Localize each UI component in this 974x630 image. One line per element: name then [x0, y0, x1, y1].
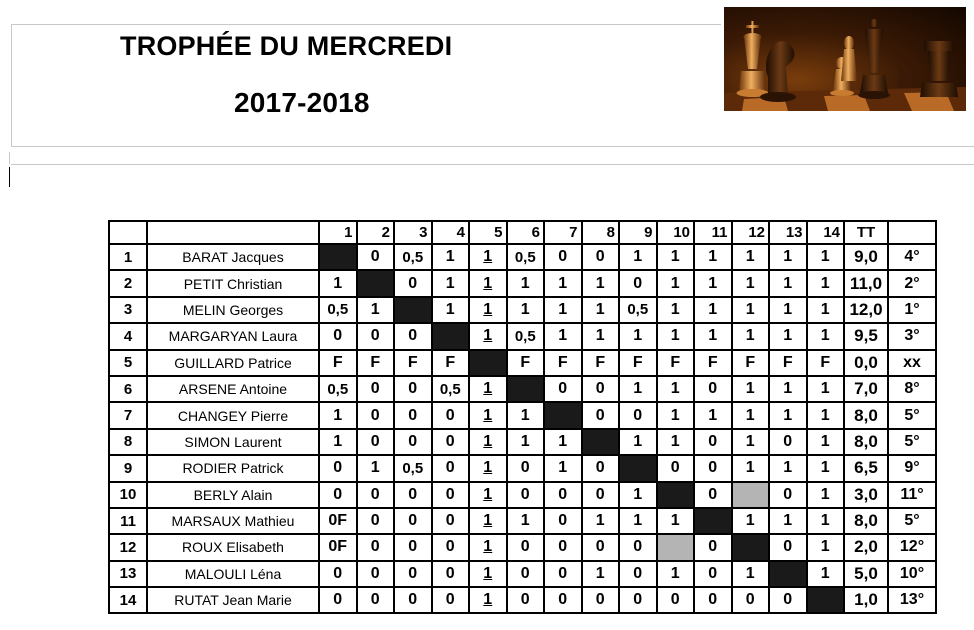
result-cell: 1 — [769, 297, 807, 323]
result-cell: 0 — [544, 508, 582, 534]
result-cell: 1 — [694, 270, 732, 296]
player-total: 9,0 — [844, 244, 888, 270]
result-cell: 1 — [544, 455, 582, 481]
result-cell: 1 — [432, 270, 470, 296]
player-number: 9 — [109, 455, 147, 481]
result-cell: 0 — [357, 482, 395, 508]
result-cell: 0 — [694, 587, 732, 613]
result-cell: 1 — [732, 323, 770, 349]
result-cell: 0 — [432, 429, 470, 455]
player-rank: 4° — [888, 244, 936, 270]
result-cell: F — [544, 350, 582, 376]
result-cell: 1 — [657, 323, 695, 349]
col-header-9: 9 — [619, 221, 657, 244]
result-cell: 1 — [469, 244, 507, 270]
result-cell: 1 — [807, 297, 845, 323]
table-row — [109, 429, 936, 455]
result-cell: 1 — [807, 376, 845, 402]
col-header-8: 8 — [582, 221, 620, 244]
result-cell: 1 — [469, 297, 507, 323]
player-total: 11,0 — [844, 270, 888, 296]
result-cell: 1 — [657, 270, 695, 296]
player-total: 1,0 — [844, 587, 888, 613]
result-cell: F — [357, 350, 395, 376]
result-cell: 0 — [732, 587, 770, 613]
result-cell: 0 — [769, 429, 807, 455]
result-cell: F — [582, 350, 620, 376]
result-cell: F — [807, 350, 845, 376]
result-cell: F — [507, 350, 545, 376]
col-header-6: 6 — [507, 221, 545, 244]
player-name: ROUX Elisabeth — [147, 534, 319, 560]
result-cell: 0 — [582, 376, 620, 402]
result-cell: F — [732, 350, 770, 376]
table-row — [109, 376, 936, 402]
result-cell: 1 — [657, 429, 695, 455]
result-cell: 0 — [319, 323, 357, 349]
result-cell: 0 — [394, 323, 432, 349]
player-name: BARAT Jacques — [147, 244, 319, 270]
result-cell: 1 — [732, 297, 770, 323]
result-cell: 1 — [357, 297, 395, 323]
result-cell: 1 — [807, 429, 845, 455]
page-border-left — [11, 24, 12, 146]
col-header-7: 7 — [544, 221, 582, 244]
player-rank: 10° — [888, 561, 936, 587]
player-name: RUTAT Jean Marie — [147, 587, 319, 613]
col-header-rank — [888, 221, 936, 244]
table-row — [109, 455, 936, 481]
result-cell: 0 — [319, 455, 357, 481]
result-cell: 0,5 — [394, 455, 432, 481]
player-number: 6 — [109, 376, 147, 402]
player-name: PETIT Christian — [147, 270, 319, 296]
result-cell: 1 — [807, 508, 845, 534]
player-total: 3,0 — [844, 482, 888, 508]
result-cell: 0 — [432, 402, 470, 428]
col-header-14: 14 — [807, 221, 845, 244]
result-cell: 1 — [582, 270, 620, 296]
player-number: 11 — [109, 508, 147, 534]
result-cell: 1 — [807, 482, 845, 508]
result-cell: 1 — [619, 244, 657, 270]
result-cell: 0 — [394, 429, 432, 455]
result-cell: 1 — [694, 297, 732, 323]
result-cell: 1 — [469, 323, 507, 349]
result-cell: 1 — [469, 455, 507, 481]
result-cell: F — [657, 350, 695, 376]
result-cell: 1 — [357, 455, 395, 481]
result-cell: 1 — [732, 244, 770, 270]
result-cell: F — [432, 350, 470, 376]
col-header-11: 11 — [694, 221, 732, 244]
result-cell: 0 — [582, 244, 620, 270]
player-name: MALOULI Léna — [147, 561, 319, 587]
result-cell: 0,5 — [507, 244, 545, 270]
table-row — [109, 482, 936, 508]
diagonal-cell — [357, 270, 395, 296]
result-cell: 1 — [582, 508, 620, 534]
result-cell: 0 — [694, 482, 732, 508]
result-cell: 0 — [394, 270, 432, 296]
player-number: 12 — [109, 534, 147, 560]
result-cell: 0,5 — [319, 297, 357, 323]
table-row — [109, 350, 936, 376]
col-header-4: 4 — [432, 221, 470, 244]
result-cell: 0 — [319, 587, 357, 613]
player-name: ARSENE Antoine — [147, 376, 319, 402]
header-bottom-line — [11, 146, 974, 147]
result-cell: 1 — [619, 323, 657, 349]
diagonal-cell — [319, 244, 357, 270]
result-cell: 0 — [507, 482, 545, 508]
result-cell: 0,5 — [507, 323, 545, 349]
header-top-line — [11, 24, 721, 25]
result-cell: F — [619, 350, 657, 376]
result-cell: 0 — [357, 244, 395, 270]
result-cell: 1 — [807, 561, 845, 587]
result-cell: 0 — [582, 455, 620, 481]
result-cell: 0 — [394, 587, 432, 613]
result-cell: 1 — [657, 508, 695, 534]
result-cell: 0 — [619, 270, 657, 296]
result-cell: 1 — [544, 270, 582, 296]
diagonal-cell — [507, 376, 545, 402]
header-blank-num — [109, 221, 147, 244]
table-row — [109, 508, 936, 534]
result-cell: 1 — [769, 270, 807, 296]
result-cell: 1 — [657, 297, 695, 323]
table-row — [109, 587, 936, 613]
result-cell: 0F — [319, 508, 357, 534]
result-cell: 0 — [507, 534, 545, 560]
result-cell: 1 — [582, 323, 620, 349]
diagonal-cell — [544, 402, 582, 428]
table-row — [109, 534, 936, 560]
result-cell: 1 — [694, 323, 732, 349]
player-rank: 1° — [888, 297, 936, 323]
result-cell: 1 — [619, 508, 657, 534]
result-cell: 1 — [619, 482, 657, 508]
player-rank: 8° — [888, 376, 936, 402]
player-total: 9,5 — [844, 323, 888, 349]
result-cell: 0 — [507, 587, 545, 613]
result-cell: 1 — [469, 534, 507, 560]
player-total: 0,0 — [844, 350, 888, 376]
chess-pieces-image — [724, 7, 966, 111]
table-row — [109, 244, 936, 270]
player-number: 10 — [109, 482, 147, 508]
diagonal-cell — [769, 561, 807, 587]
result-cell: 0 — [432, 455, 470, 481]
result-cell: 0 — [394, 376, 432, 402]
result-cell: 1 — [807, 402, 845, 428]
col-header-12: 12 — [732, 221, 770, 244]
result-cell: 0 — [619, 534, 657, 560]
player-rank: 5° — [888, 508, 936, 534]
result-cell: F — [319, 350, 357, 376]
player-number: 13 — [109, 561, 147, 587]
result-cell: F — [769, 350, 807, 376]
player-total: 8,0 — [844, 429, 888, 455]
result-cell: 0 — [582, 482, 620, 508]
result-cell: 1 — [507, 270, 545, 296]
diagonal-cell — [432, 323, 470, 349]
table-row — [109, 561, 936, 587]
result-cell: 0 — [357, 323, 395, 349]
diagonal-cell — [694, 508, 732, 534]
result-cell: 1 — [694, 402, 732, 428]
result-cell: 0 — [507, 561, 545, 587]
player-number: 2 — [109, 270, 147, 296]
result-cell: 1 — [469, 376, 507, 402]
result-cell: 1 — [619, 376, 657, 402]
result-cell: 1 — [507, 402, 545, 428]
result-cell: 1 — [807, 455, 845, 481]
player-rank: 13° — [888, 587, 936, 613]
result-cell: 0 — [432, 508, 470, 534]
result-cell: 0 — [657, 455, 695, 481]
result-cell: 0 — [544, 587, 582, 613]
result-cell: 0 — [394, 561, 432, 587]
result-cell: 1 — [469, 429, 507, 455]
table-row — [109, 402, 936, 428]
player-total: 6,5 — [844, 455, 888, 481]
result-cell: 1 — [507, 429, 545, 455]
player-name: CHANGEY Pierre — [147, 402, 319, 428]
result-cell: 0 — [619, 561, 657, 587]
season-title: 2017-2018 — [234, 87, 370, 118]
result-cell: 0 — [769, 587, 807, 613]
result-cell: 1 — [657, 244, 695, 270]
result-cell: 0 — [394, 482, 432, 508]
result-cell: 0 — [357, 561, 395, 587]
unplayed-cell — [732, 482, 770, 508]
result-cell: F — [394, 350, 432, 376]
result-cell: 0 — [432, 587, 470, 613]
player-total: 5,0 — [844, 561, 888, 587]
player-number: 1 — [109, 244, 147, 270]
unplayed-cell — [657, 534, 695, 560]
result-cell: 0 — [544, 376, 582, 402]
result-cell: 1 — [469, 402, 507, 428]
result-cell: 1 — [732, 402, 770, 428]
result-cell: 1 — [469, 587, 507, 613]
result-cell: 0 — [544, 561, 582, 587]
result-cell: 0 — [357, 508, 395, 534]
result-cell: 1 — [769, 508, 807, 534]
result-cell: 0 — [357, 402, 395, 428]
col-header-total: TT — [844, 221, 888, 244]
result-cell: 0 — [544, 534, 582, 560]
result-cell: 0 — [432, 561, 470, 587]
diagonal-cell — [619, 455, 657, 481]
result-cell: 0 — [582, 534, 620, 560]
header-row — [109, 221, 936, 244]
player-rank: 9° — [888, 455, 936, 481]
result-cell: 0 — [657, 587, 695, 613]
result-cell: 1 — [507, 297, 545, 323]
result-cell: 1 — [544, 429, 582, 455]
header-blank-name — [147, 221, 319, 244]
result-cell: 1 — [807, 244, 845, 270]
result-cell: 1 — [769, 402, 807, 428]
result-cell: 0 — [769, 482, 807, 508]
result-cell: 0 — [582, 402, 620, 428]
player-rank: 3° — [888, 323, 936, 349]
result-cell: 0,5 — [394, 244, 432, 270]
table-row — [109, 323, 936, 349]
result-cell: 0 — [694, 429, 732, 455]
result-cell: 1 — [732, 270, 770, 296]
result-cell: 1 — [619, 429, 657, 455]
diagonal-cell — [394, 297, 432, 323]
result-cell: 1 — [732, 508, 770, 534]
col-header-10: 10 — [657, 221, 695, 244]
diagonal-cell — [807, 587, 845, 613]
result-cell: 0 — [357, 534, 395, 560]
result-cell: 1 — [319, 429, 357, 455]
result-cell: 0 — [394, 508, 432, 534]
player-name: GUILLARD Patrice — [147, 350, 319, 376]
table-row — [109, 297, 936, 323]
result-cell: 0 — [319, 561, 357, 587]
result-cell: 0 — [357, 587, 395, 613]
result-cell: 0 — [694, 561, 732, 587]
result-cell: 0 — [694, 455, 732, 481]
result-cell: 1 — [807, 270, 845, 296]
player-total: 7,0 — [844, 376, 888, 402]
result-cell: 1 — [469, 561, 507, 587]
player-total: 8,0 — [844, 508, 888, 534]
player-name: RODIER Patrick — [147, 455, 319, 481]
result-cell: 1 — [657, 376, 695, 402]
results-table — [108, 220, 937, 614]
col-header-13: 13 — [769, 221, 807, 244]
result-cell: 1 — [319, 270, 357, 296]
result-cell: 0 — [394, 534, 432, 560]
result-cell: 1 — [432, 244, 470, 270]
result-cell: 1 — [544, 323, 582, 349]
result-cell: 1 — [732, 376, 770, 402]
result-cell: 1 — [469, 508, 507, 534]
result-cell: 0F — [319, 534, 357, 560]
result-cell: 1 — [582, 561, 620, 587]
diagonal-cell — [732, 534, 770, 560]
result-cell: 0,5 — [319, 376, 357, 402]
player-number: 14 — [109, 587, 147, 613]
result-cell: 1 — [732, 429, 770, 455]
player-rank: 2° — [888, 270, 936, 296]
body-top-line — [11, 164, 974, 165]
result-cell: 1 — [469, 482, 507, 508]
result-cell: 1 — [544, 297, 582, 323]
player-rank: 5° — [888, 402, 936, 428]
result-cell: 0 — [694, 534, 732, 560]
player-number: 7 — [109, 402, 147, 428]
col-header-5: 5 — [469, 221, 507, 244]
result-cell: 0 — [357, 429, 395, 455]
result-cell: 0 — [694, 376, 732, 402]
result-cell: 1 — [769, 323, 807, 349]
result-cell: 1 — [319, 402, 357, 428]
result-cell: 1 — [732, 561, 770, 587]
player-number: 4 — [109, 323, 147, 349]
result-cell: 0 — [619, 402, 657, 428]
diagonal-cell — [469, 350, 507, 376]
result-cell: 0 — [357, 376, 395, 402]
result-cell: 1 — [432, 297, 470, 323]
result-cell: 0 — [432, 482, 470, 508]
result-cell: 0 — [432, 534, 470, 560]
result-cell: 1 — [769, 376, 807, 402]
result-cell: 0 — [507, 455, 545, 481]
player-number: 3 — [109, 297, 147, 323]
diagonal-cell — [657, 482, 695, 508]
result-cell: 0 — [544, 244, 582, 270]
result-cell: 0,5 — [432, 376, 470, 402]
result-cell: 0 — [582, 587, 620, 613]
player-rank: 12° — [888, 534, 936, 560]
player-name: MARGARYAN Laura — [147, 323, 319, 349]
page-title: TROPHÉE DU MERCREDI — [120, 31, 453, 61]
player-rank: 11° — [888, 482, 936, 508]
col-header-1: 1 — [319, 221, 357, 244]
col-header-3: 3 — [394, 221, 432, 244]
player-total: 2,0 — [844, 534, 888, 560]
player-rank: 5° — [888, 429, 936, 455]
player-name: MELIN Georges — [147, 297, 319, 323]
result-cell: 0 — [769, 534, 807, 560]
result-cell: 1 — [582, 297, 620, 323]
result-cell: 0 — [619, 587, 657, 613]
col-header-2: 2 — [357, 221, 395, 244]
result-cell: 1 — [507, 508, 545, 534]
diagonal-cell — [582, 429, 620, 455]
result-cell: 1 — [657, 402, 695, 428]
result-cell: 1 — [769, 244, 807, 270]
player-total: 12,0 — [844, 297, 888, 323]
player-name: BERLY Alain — [147, 482, 319, 508]
body-left-line — [9, 152, 10, 164]
result-cell: 1 — [657, 561, 695, 587]
result-cell: 1 — [769, 455, 807, 481]
player-number: 8 — [109, 429, 147, 455]
result-cell: F — [694, 350, 732, 376]
text-cursor — [9, 167, 10, 187]
result-cell: 1 — [469, 270, 507, 296]
result-cell: 1 — [694, 244, 732, 270]
result-cell: 0 — [394, 402, 432, 428]
result-cell: 0 — [319, 482, 357, 508]
result-cell: 0 — [544, 482, 582, 508]
player-number: 5 — [109, 350, 147, 376]
player-total: 8,0 — [844, 402, 888, 428]
player-rank: xx — [888, 350, 936, 376]
player-name: SIMON Laurent — [147, 429, 319, 455]
table-row — [109, 270, 936, 296]
result-cell: 1 — [807, 534, 845, 560]
result-cell: 1 — [732, 455, 770, 481]
player-name: MARSAUX Mathieu — [147, 508, 319, 534]
result-cell: 0,5 — [619, 297, 657, 323]
result-cell: 1 — [807, 323, 845, 349]
